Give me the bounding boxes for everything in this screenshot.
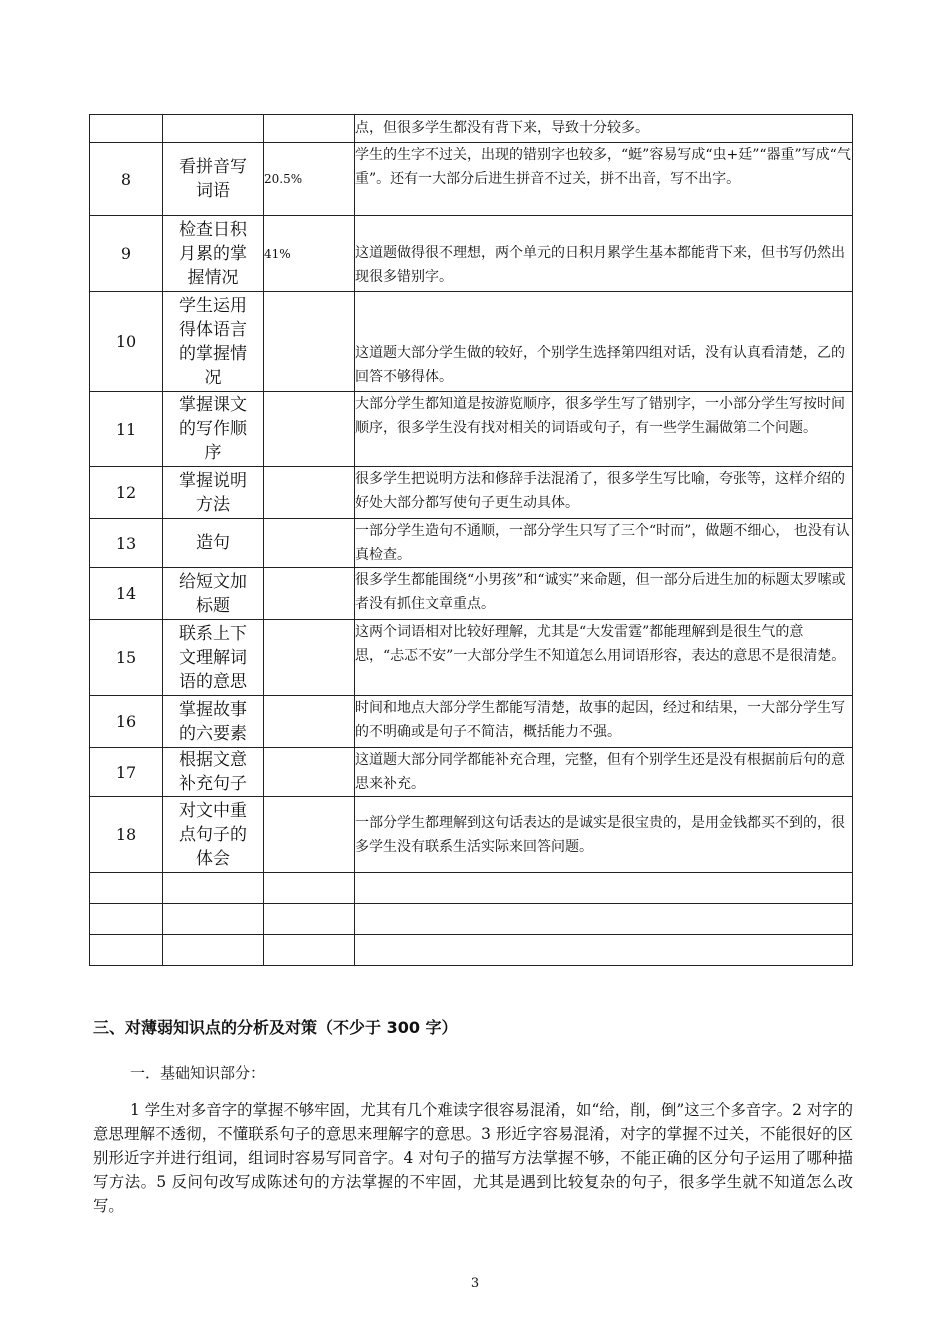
- table-row: [90, 797, 853, 873]
- analysis-cell: 一部分学生造句不通顺，一部分学生只写了三个“时而”，做题不细心， 也没有认真检查。: [355, 519, 853, 568]
- knowledge-point-cell: [163, 873, 264, 904]
- knowledge-point-line: 文理解词: [179, 647, 247, 668]
- knowledge-point-cell: [163, 696, 264, 748]
- knowledge-point-cell: [163, 292, 264, 392]
- question-number-cell: 13: [90, 519, 163, 568]
- error-rate-cell: [264, 568, 355, 620]
- analysis-cell: 学生的生字不过关，出现的错别字也较多，“蜓”容易写成“虫+廷”“器重”写成“气重”。还有一大部分后进生拼音不过关，拼不出音，写不出字。: [355, 143, 853, 216]
- analysis-cell: 时间和地点大部分学生都能写清楚，故事的起因，经过和结果，一大部分学生写的不明确或是句子不简洁，概括能力不强。: [355, 696, 853, 748]
- knowledge-point-cell: [163, 115, 264, 143]
- knowledge-point-cell: [163, 935, 264, 966]
- question-number-cell: [90, 935, 163, 966]
- error-rate-cell: [264, 392, 355, 467]
- knowledge-point-line: 得体语言: [179, 319, 247, 340]
- knowledge-point-line: 的掌握情: [179, 343, 247, 364]
- knowledge-point-line: 学生运用: [179, 295, 247, 316]
- table-row: [90, 620, 853, 696]
- knowledge-point-cell: [163, 143, 264, 216]
- question-number-cell: 8: [90, 143, 163, 216]
- knowledge-point-line: 月累的掌: [179, 243, 247, 264]
- table-row: [90, 748, 853, 797]
- knowledge-point-line: 补充句子: [179, 774, 247, 794]
- knowledge-point-cell: [163, 392, 264, 467]
- question-number-cell: 18: [90, 797, 163, 873]
- analysis-cell: [355, 904, 853, 935]
- section-heading: 三、对薄弱知识点的分析及对策（不少于 300 字）: [93, 1018, 458, 1037]
- analysis-table-body: [90, 115, 853, 966]
- analysis-table: [89, 114, 853, 966]
- table-row: [90, 115, 853, 143]
- analysis-cell: 大部分学生都知道是按游览顺序，很多学生写了错别字，一小部分学生写按时间顺序，很多学生没有找对相关的词语或句子，有一些学生漏做第二个问题。: [355, 392, 853, 467]
- analysis-cell: 这道题大部分学生做的较好，个别学生选择第四组对话，没有认真看清楚，乙的回答不够得体。: [355, 292, 853, 392]
- knowledge-point-line: 方法: [196, 494, 230, 515]
- question-number-cell: 9: [90, 216, 163, 292]
- analysis-cell: 这两个词语相对比较好理解，尤其是“大发雷霆”都能理解到是很生气的意思，“忐忑不安”一大部分学生不知道怎么用词语形容，表达的意思不是很清楚。: [355, 620, 853, 696]
- knowledge-point-line: 联系上下: [179, 623, 247, 644]
- question-number-cell: 14: [90, 568, 163, 620]
- analysis-cell: [355, 873, 853, 904]
- table-row: [90, 904, 853, 935]
- table-row: [90, 873, 853, 904]
- knowledge-point-line: 握情况: [187, 267, 239, 288]
- knowledge-point-cell: [163, 519, 264, 568]
- page-number: 3: [470, 1276, 480, 1291]
- analysis-cell: 这道题大部分同学都能补充合理，完整，但有个别学生还是没有根据前后句的意思来补充。: [355, 748, 853, 797]
- knowledge-point-line: 的六要素: [179, 723, 247, 744]
- knowledge-point-line: 况: [204, 367, 222, 388]
- knowledge-point-line: 序: [204, 443, 222, 463]
- section-subheading: 一．基础知识部分：: [130, 1064, 266, 1082]
- analysis-cell: 很多学生把说明方法和修辞手法混淆了，很多学生写比喻，夸张等，这样介绍的好处大部分都写使句子更生动具体。: [355, 467, 853, 519]
- knowledge-point-line: 标题: [196, 595, 230, 616]
- question-number-cell: [90, 115, 163, 143]
- table-row: [90, 519, 853, 568]
- error-rate-cell: [264, 935, 355, 966]
- knowledge-point-line: 对文中重: [179, 800, 247, 821]
- error-rate-cell: [264, 115, 355, 143]
- analysis-cell: 一部分学生都理解到这句话表达的是诚实是很宝贵的，是用金钱都买不到的，很多学生没有联系生活实际来回答问题。: [355, 797, 853, 873]
- knowledge-point-line: 掌握故事: [179, 699, 247, 720]
- knowledge-point-cell: [163, 568, 264, 620]
- error-rate-cell: [264, 873, 355, 904]
- question-number-cell: [90, 904, 163, 935]
- table-row: [90, 392, 853, 467]
- question-number-cell: [90, 873, 163, 904]
- section-paragraph: 1 学生对多音字的掌握不够牢固，尤其有几个难读字很容易混淆，如“给，削，倒”这三个多音字。2 对字的意思理解不透彻，不懂联系句子的意思来理解字的意思。3 形近字容易混淆，对字的掌握不过关，不能很好的区别形近字并进行组词，组词时容易写同音字。4 对句子的描写方法掌握不够，不能正确的区分句子运用了哪种描写方法。5 反问句改写成陈述句的方法掌握的不牢固，尤其是遇到比较复杂的句子，很多学生就不知道怎么改写。: [93, 1101, 853, 1215]
- table-row: [90, 292, 853, 392]
- knowledge-point-line: 掌握课文: [179, 395, 247, 415]
- table-row: [90, 216, 853, 292]
- knowledge-point-cell: [163, 904, 264, 935]
- question-number-cell: 11: [90, 392, 163, 467]
- knowledge-point-line: 语的意思: [179, 671, 247, 692]
- error-rate-cell: [264, 467, 355, 519]
- error-rate-cell: [264, 696, 355, 748]
- knowledge-point-line: 点句子的: [179, 824, 247, 845]
- error-rate-cell: [264, 904, 355, 935]
- table-row: [90, 143, 853, 216]
- table-row: [90, 467, 853, 519]
- knowledge-point-line: 造句: [196, 533, 230, 553]
- question-number-cell: 17: [90, 748, 163, 797]
- analysis-cell: 点，但很多学生都没有背下来，导致十分较多。: [355, 115, 853, 143]
- error-rate-cell: 20.5%: [264, 143, 355, 216]
- question-number-cell: 15: [90, 620, 163, 696]
- error-rate-cell: [264, 620, 355, 696]
- error-rate-cell: 41%: [264, 216, 355, 292]
- knowledge-point-line: 掌握说明: [179, 470, 247, 491]
- knowledge-point-line: 给短文加: [179, 571, 247, 592]
- analysis-cell: 这道题做得很不理想，两个单元的日积月累学生基本都能背下来，但书写仍然出现很多错别字。: [355, 216, 853, 292]
- analysis-cell: 很多学生都能围绕“小男孩”和“诚实”来命题，但一部分后进生加的标题太罗嗦或者没有抓住文章重点。: [355, 568, 853, 620]
- knowledge-point-cell: [163, 748, 264, 797]
- question-number-cell: 12: [90, 467, 163, 519]
- question-number-cell: 10: [90, 292, 163, 392]
- table-row: [90, 935, 853, 966]
- error-rate-cell: [264, 292, 355, 392]
- error-rate-cell: [264, 519, 355, 568]
- knowledge-point-line: 根据文意: [179, 750, 247, 770]
- question-number-cell: 16: [90, 696, 163, 748]
- table-row: [90, 568, 853, 620]
- knowledge-point-line: 的写作顺: [179, 419, 247, 439]
- knowledge-point-line: 检查日积: [179, 219, 247, 240]
- table-row: [90, 696, 853, 748]
- knowledge-point-line: 体会: [196, 848, 230, 869]
- error-rate-cell: [264, 748, 355, 797]
- knowledge-point-cell: [163, 797, 264, 873]
- knowledge-point-cell: [163, 467, 264, 519]
- knowledge-point-line: 看拼音写: [179, 157, 247, 177]
- knowledge-point-cell: [163, 216, 264, 292]
- knowledge-point-cell: [163, 620, 264, 696]
- analysis-cell: [355, 935, 853, 966]
- error-rate-cell: [264, 797, 355, 873]
- knowledge-point-line: 词语: [196, 181, 230, 201]
